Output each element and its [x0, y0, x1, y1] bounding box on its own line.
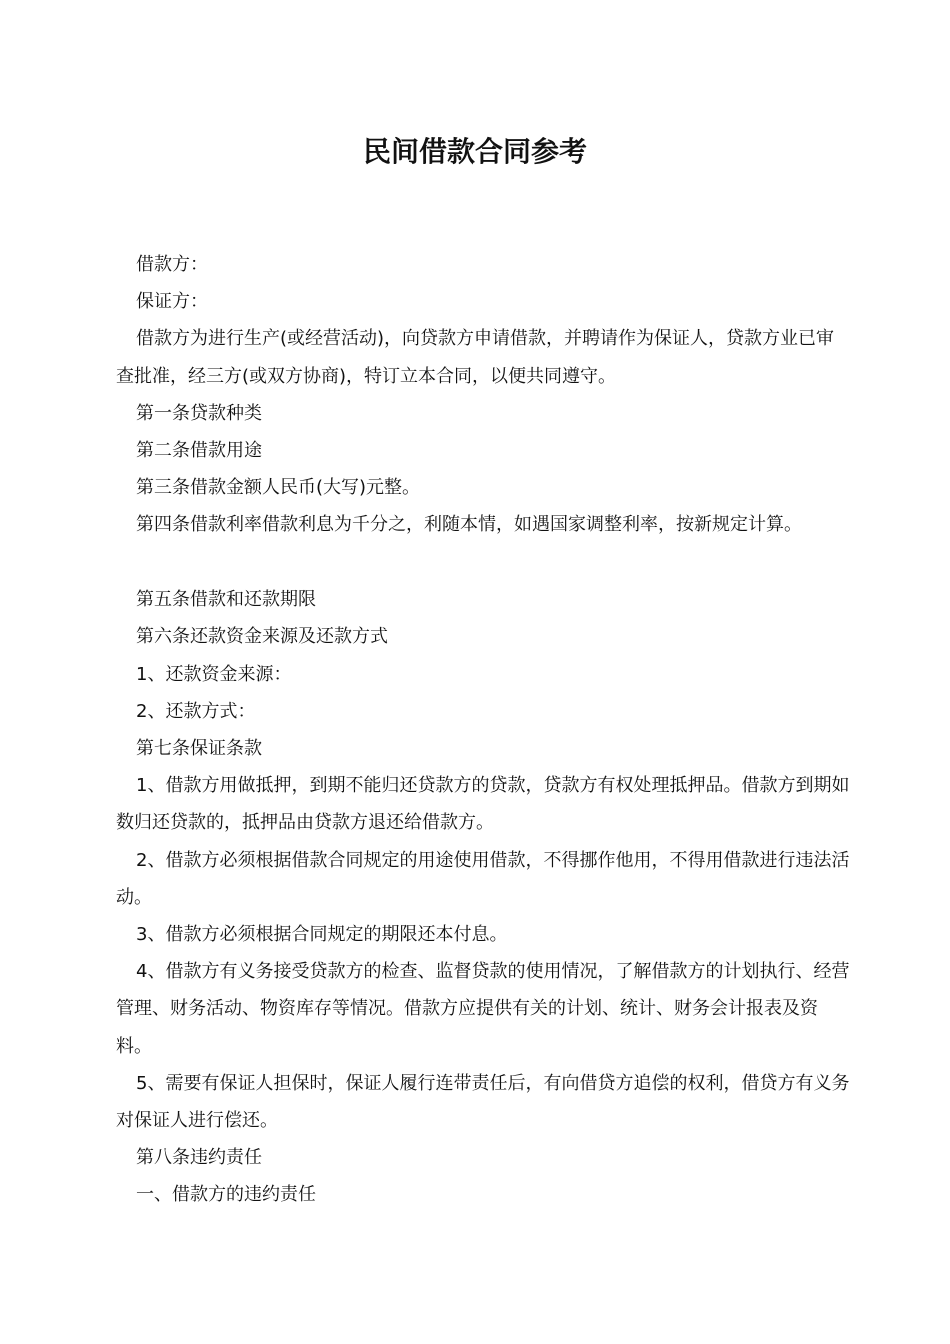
- document-title: 民间借款合同参考: [362, 135, 587, 168]
- paragraph-article-7-item-1: 1、借款方用做抵押，到期不能归还贷款方的贷款，贷款方有权处理抵押品。借款方到期如数归还贷款的，抵押品由贷款方退还给借款方。: [116, 775, 850, 834]
- document-body: [116, 246, 852, 1214]
- paragraph-preamble: 借款方为进行生产(或经营活动)，向贷款方申请借款，并聘请作为保证人，贷款方业已审查批准，经三方(或双方协商)，特订立本合同，以便共同遵守。: [116, 328, 835, 387]
- paragraph-article-7-item-2: 2、借款方必须根据借款合同规定的用途使用借款，不得挪作他用，不得用借款进行违法活动。: [116, 849, 850, 908]
- paragraph-article-8: 第八条违约责任: [136, 1147, 262, 1169]
- paragraph-article-4: 第四条借款利率借款利息为千分之，利随本情，如遇国家调整利率，按新规定计算。: [136, 514, 802, 536]
- paragraph-spacer: [116, 544, 852, 582]
- paragraph-article-1: 第一条贷款种类: [136, 402, 262, 424]
- paragraph-article-6-item-2: 2、还款方式：: [136, 700, 256, 722]
- paragraph-article-6-item-1: 1、还款资金来源：: [136, 663, 292, 685]
- paragraph-article-3: 第三条借款金额人民币(大写)元整。: [136, 477, 421, 499]
- paragraph-article-7-item-5: 5、需要有保证人担保时，保证人履行连带责任后，有向借贷方追偿的权利，借贷方有义务对保证人进行偿还。: [116, 1072, 850, 1131]
- paragraph-guarantor: 保证方：: [136, 291, 208, 313]
- paragraph-article-5: 第五条借款和还款期限: [136, 589, 316, 611]
- paragraph-article-2: 第二条借款用途: [136, 440, 262, 462]
- paragraph-article-7: 第七条保证条款: [136, 737, 262, 759]
- paragraph-article-7-item-3: 3、借款方必须根据合同规定的期限还本付息。: [136, 923, 508, 945]
- paragraph-article-7-item-4: 4、借款方有义务接受贷款方的检查、监督贷款的使用情况，了解借款方的计划执行、经营管理、财务活动、物资库存等情况。借款方应提供有关的计划、统计、财务会计报表及资料。: [116, 961, 850, 1057]
- paragraph-article-6: 第六条还款资金来源及还款方式: [136, 626, 388, 648]
- paragraph-borrower: 借款方：: [136, 254, 208, 275]
- paragraph-article-8-item-1: 一、借款方的违约责任: [136, 1184, 316, 1206]
